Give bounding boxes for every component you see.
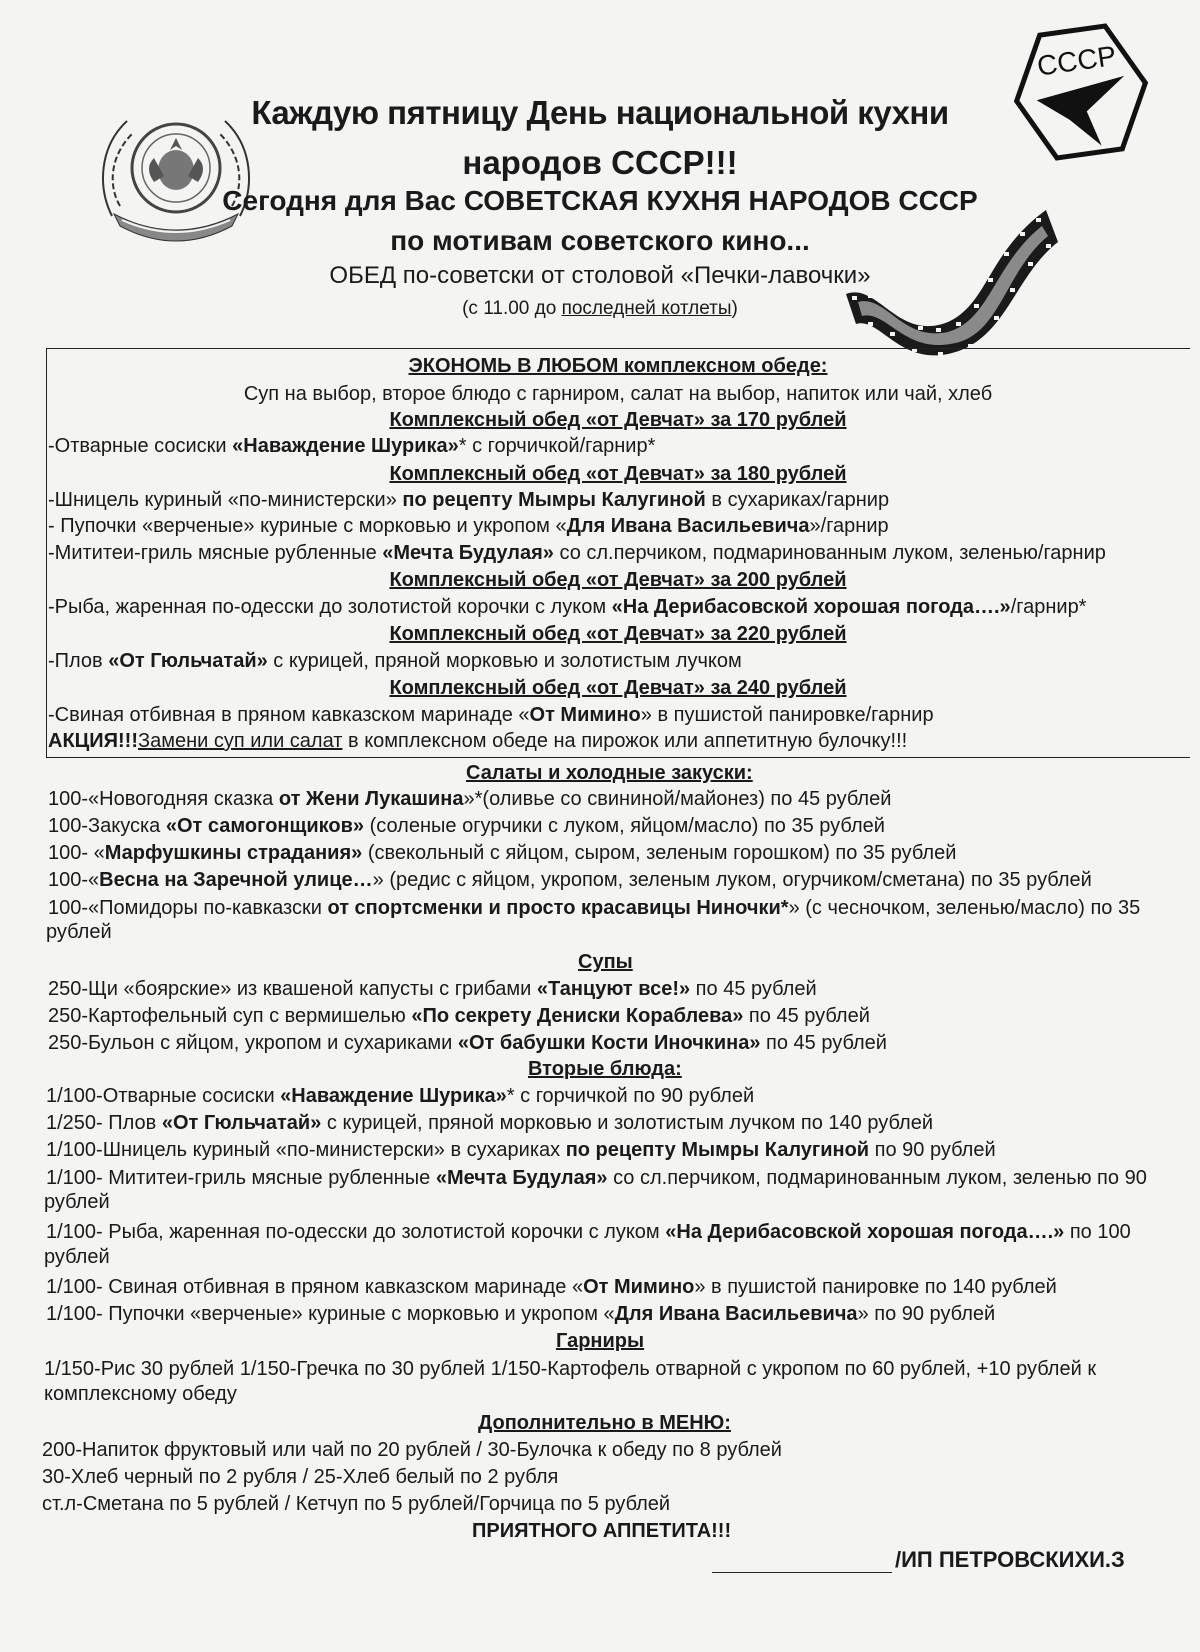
combo-heading: ЭКОНОМЬ В ЛЮБОМ комплексном обеде: [408,355,828,377]
salad-item: 100-Закуска «От самогонщиков» (соленые огурчики с луком, яйцом/масло) по 35 рублей [48,815,885,837]
opening-hours: (с 11.00 до последней котлеты) [462,298,738,319]
extras-line: 30-Хлеб черный по 2 рубля / 25-Хлеб белый по 2 рубля [42,1466,559,1488]
combo-intro: Суп на выбор, второе блюдо с гарниром, салат на выбор, напиток или чай, хлеб [243,383,993,405]
set-200-heading: Комплексный обед «от Девчат» за 200 рублей [389,569,847,591]
mains-heading: Вторые блюда: [528,1058,682,1080]
set-180-item: -Шницель куриный «по-министерски» по рецепту Мымры Калугиной в сухариках/гарнир [48,489,890,511]
stamp-text: СССР [1035,39,1119,82]
garnish-heading: Гарниры [556,1330,645,1352]
subtitle-line2: по мотивам советского кино... [390,225,810,256]
set-180-item: -Мититеи-гриль мясные рубленные «Мечта Будулая» со сл.перчиком, подмаринованным луком, зеленью/гарнир [48,542,1106,564]
extras-line: ст.л-Сметана по 5 рублей / Кетчуп по 5 рублей/Горчица по 5 рублей [42,1493,671,1515]
set-220-item: -Плов «От Гюльчатай» с курицей, пряной морковью и золотистым лучком [48,650,742,672]
main-item: 1/100- Свиная отбивная в пряном кавказском маринаде «От Мимино» в пушистой панировке по 140 рублей [46,1276,1057,1298]
soup-item: 250-Бульон с яйцом, укропом и сухариками «От бабушки Кости Иночкина» по 45 рублей [48,1032,887,1054]
salad-item: 100-«Новогодняя сказка от Жени Лукашина»*(оливье со свининой/майонез) по 45 рублей [48,788,892,810]
garnish-line: 1/150-Рис 30 рублей 1/150-Гречка по 30 рублей 1/150-Картофель отварной с укропом по 60 рублей, +10 рублей к [44,1358,1097,1380]
set-240-item: -Свиная отбивная в пряном кавказском маринаде «От Мимино» в пушистой панировке/гарнир [48,704,934,726]
set-170-item: -Отварные сосиски «Наваждение Шурика»* с горчичкой/гарнир* [48,435,656,457]
sssr-quality-mark-icon [996,22,1156,162]
salad-item-continued: рублей [46,921,112,943]
extras-line: 200-Напиток фруктовый или чай по 20 рублей / 30-Булочка к обеду по 8 рублей [42,1439,782,1461]
garnish-line: комплексному обеду [44,1383,237,1405]
extras-heading: Дополнительно в МЕНЮ: [478,1412,731,1434]
set-240-heading: Комплексный обед «от Девчат» за 240 рублей [389,677,847,699]
main-item: 1/100- Рыба, жаренная по-одесски до золотистой корочки с луком «На Дерибасовской хорошая погода….» по 100 [46,1221,1131,1243]
signature: /ИП ПЕТРОВСКИХИ.З [895,1547,1125,1572]
salad-item: 100-«Помидоры по-кавказски от спортсменки и просто красавицы Ниночки*» (с чесночком, зеленью/масло) по 35 [48,897,1141,919]
page-title-line2: народов СССР!!! [462,144,738,181]
main-item: 1/100- Мититеи-гриль мясные рубленные «Мечта Будулая» со сл.перчиком, подмаринованным луком, зеленью по 90 [46,1167,1147,1189]
signature-line [712,1572,892,1573]
set-170-heading: Комплексный обед «от Девчат» за 170 рублей [389,409,847,431]
promo-line: АКЦИЯ!!!Замени суп или салат в комплексном обеде на пирожок или аппетитную булочку!!! [48,730,908,752]
main-item: 1/250- Плов «От Гюльчатай» с курицей, пряной морковью и золотистым лучком по 140 рублей [46,1112,933,1134]
page-title: Каждую пятницу День национальной кухни [251,94,949,131]
subtitle: Сегодня для Вас СОВЕТСКАЯ КУХНЯ НАРОДОВ СССР [222,185,978,216]
soup-item: 250-Щи «боярские» из квашеной капусты с грибами «Танцуют все!» по 45 рублей [48,978,817,1000]
set-180-item: - Пупочки «верченые» куриные с морковью и укропом «Для Ивана Васильевича»/гарнир [48,515,889,537]
soup-item: 250-Картофельный суп с вермишелью «По секрету Дениски Кораблева» по 45 рублей [48,1005,870,1027]
lunch-title: ОБЕД по-советски от столовой «Печки-лавочки» [329,262,871,289]
salads-heading: Салаты и холодные закуски: [466,762,753,784]
closing-text: ПРИЯТНОГО АППЕТИТА!!! [472,1520,732,1542]
set-220-heading: Комплексный обед «от Девчат» за 220 рублей [389,623,847,645]
set-200-item: -Рыба, жаренная по-одесски до золотистой корочки с луком «На Дерибасовской хорошая погода….»/гарнир* [48,596,1087,618]
main-item: 1/100-Отварные сосиски «Наваждение Шурика»* с горчичкой по 90 рублей [46,1085,755,1107]
set-180-heading: Комплексный обед «от Девчат» за 180 рублей [389,463,847,485]
main-item-continued: рублей [44,1246,110,1268]
main-item: 1/100- Пупочки «верченые» куриные с морковью и укропом «Для Ивана Васильевича» по 90 рублей [46,1303,996,1325]
main-item-continued: рублей [44,1191,110,1213]
soups-heading: Супы [578,951,633,973]
main-item: 1/100-Шницель куриный «по-министерски» в сухариках по рецепту Мымры Калугиной по 90 рублей [46,1139,996,1161]
salad-item: 100-«Весна на Заречной улице…» (редис с яйцом, укропом, зеленым луком, огурчиком/сметана) по 35 рублей [48,869,1092,891]
salad-item: 100- «Марфушкины страдания» (свекольный с яйцом, сыром, зеленым горошком) по 35 рублей [48,842,957,864]
